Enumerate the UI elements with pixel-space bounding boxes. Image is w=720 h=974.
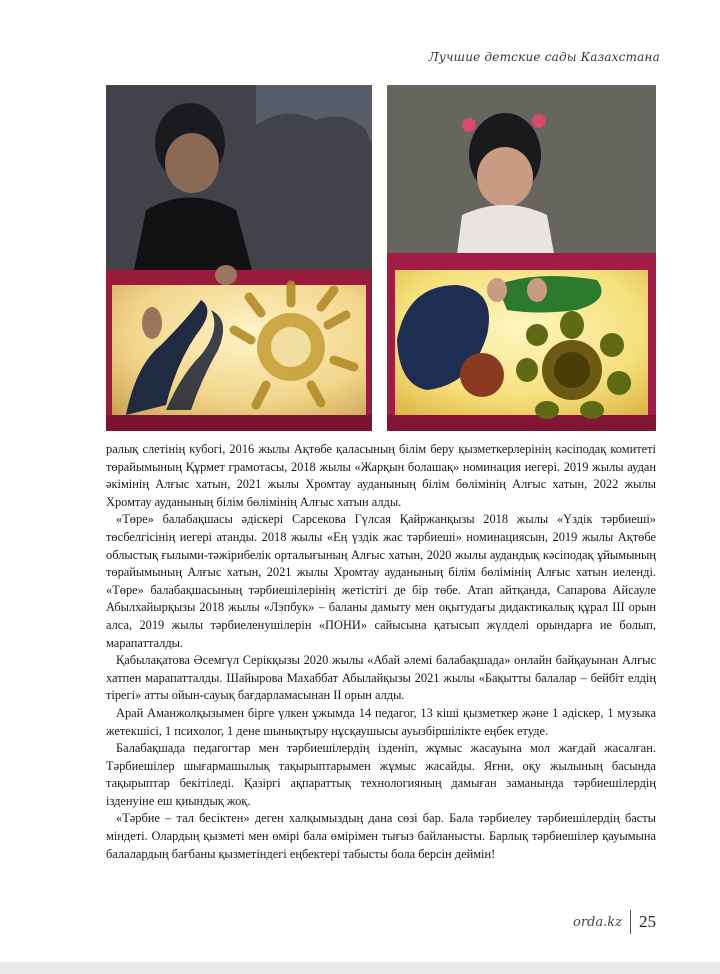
photo-girl-sand-drawing — [387, 85, 656, 431]
paragraph-1: ралық слетінің кубогі, 2016 жылы Ақтөбе қаласының білім беру қызметкерлерінің кәсіподақ комитеті төрайымының Құрмет грамотасы, 2018 жылы «Жарқын болашақ» номинация иегері. 2019 жылы аудан әкімінің Алғыс хатын, 2021 жылы Хромтау ауданының білім бөлімінің Алғыс хатын, 2022 жылы Хромтау ауданының білім бөлімінің Алғыс хатын алды. — [106, 442, 656, 509]
paragraph-3: Қабылақатова Әсемгүл Серікқызы 2020 жылы «Абай әлемі балабақшада» онлайн байқауынан Алғыс хатпен марапатталды. Шайырова Махаббат Абылайқызы 2021 жылы «Бақытты балалар – бейбіт елдің тірегі» атты ойын-сауық бағдарламасынан II орын алды. — [106, 653, 656, 703]
paragraph-6: «Тәрбие – тал бесіктен» деген халқымыздың дана сөзі бар. Бала тәрбиелеу тәрбиешілердің басты міндеті. Олардың қызметі мен өмірі бала өмірімен тығыз байланысты. Барлық тәрбиешілер қауымына балалардың бағбаны қызметіндегі еңбектері табысты бола берсін деймін! — [106, 811, 656, 861]
running-header: Лучшие детские сады Казахстана — [428, 50, 660, 64]
paragraph-5: Балабақшада педагогтар мен тәрбиешілердің ізденіп, жұмыс жасауына мол жағдай жасалған. Тәрбиешілер шығармашылық тақырыптарымен жұмыс жасайды. Яғни, оқу жылының басында тақырыптар бекітіледі. Қазіргі ақпараттық технологияның дамыған заманында тәрбиешілердің ізденуіне еш қиындық жоқ. — [106, 741, 656, 808]
article-body — [106, 441, 656, 863]
page-footer — [573, 910, 656, 934]
photo-boy-sand-drawing — [106, 85, 372, 431]
page-number: 25 — [639, 912, 656, 931]
footer-site: orda.kz — [573, 914, 622, 930]
paragraph-4: Арай Аманжолқызымен бірге үлкен ұжымда 14 педагог, 13 кіші қызметкер және 1 әдіскер, 1 музыка жетекшісі, 1 психолог, 1 дене шынықтыру нұсқаушысы ауызбіршілікте еңбек етуде. — [106, 705, 656, 738]
paragraph-2: «Төре» балабақшасы әдіскері Сарсекова Гүлсая Қайржанқызы 2018 жылы «Үздік тәрбиеші» төсбелгісінің иегері атанды. 2018 жылы «Ең үздік жас тәрбиеші» номинациясын, 2019 жылы Ақтөбе облыстық ғылыми-тәжірибелік орталығының Алғыс хатын, 2020 жылы аудандық кәсіподақ ұйымының төрайымының Алғыс хатын, 2021 жылы Хромтау ауданының білім бөлімінің Алғыс хатын иеленді. «Төре» балабақшасының тәрбиешілерінің жетістігі де бір төбе. Атап айтқанда, Сапарова Айсауле Абылхайырқызы 2018 жылы «Лэпбук» – баланы дамыту мен оқытудағы дидактикалық құрал III орын алса, 2019 жылы тәрбиеленушілерін «ПОНИ» сайысына қатысып жүлделі орындарға ие болып, марапатталды. — [106, 512, 656, 650]
bottom-edge — [0, 962, 720, 974]
